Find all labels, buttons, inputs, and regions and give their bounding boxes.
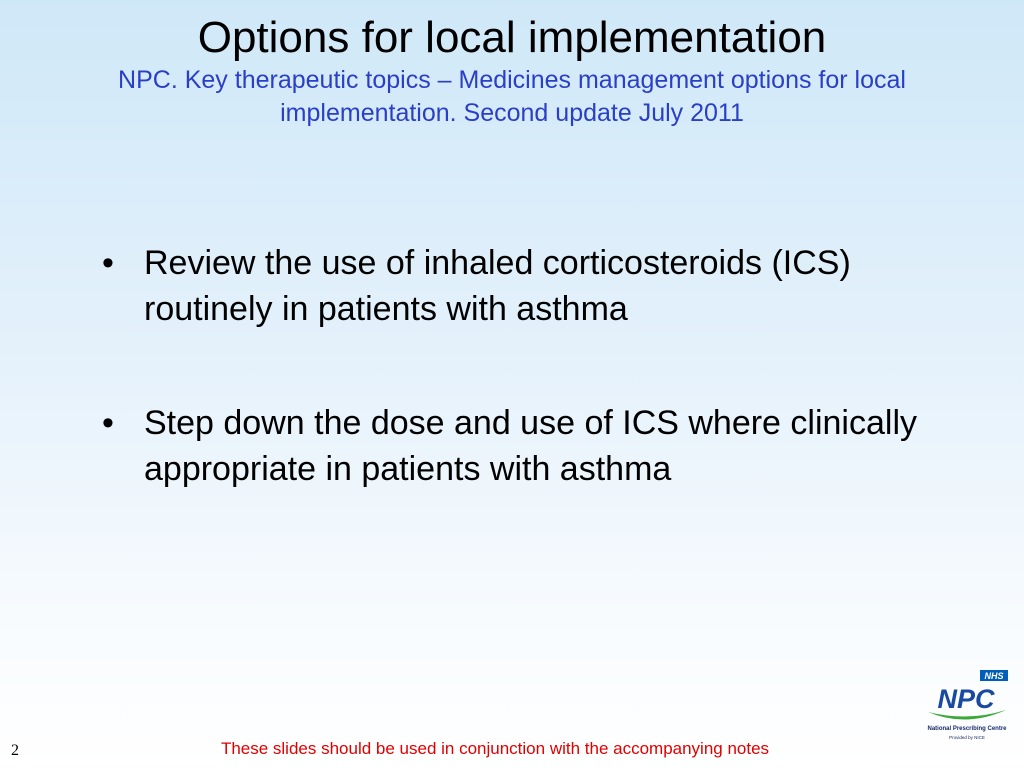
slide-number: 2 — [11, 742, 19, 759]
bullet-marker: • — [102, 244, 114, 282]
npc-tagline: Provided by NICE — [949, 735, 985, 740]
footer-note: These slides should be used in conjunction with the accompanying notes — [220, 739, 770, 758]
npc-acronym: NPC — [937, 684, 995, 714]
bullet-item — [100, 240, 940, 332]
bullet-text: Review the use of inhaled corticosteroids (ICS) routinely in patients with asthma — [144, 244, 851, 328]
npc-name: National Prescribing Centre — [927, 726, 1007, 732]
bullet-list — [100, 240, 940, 560]
slide-title: Options for local implementation — [197, 13, 827, 62]
npc-nhs-logo — [922, 668, 1012, 746]
nhs-badge-text: NHS — [984, 671, 1004, 681]
slide-subtitle: NPC. Key therapeutic topics – Medicines management options for local implementation. Second update July 2011 — [118, 66, 906, 127]
bullet-marker: • — [102, 404, 114, 442]
bullet-item — [100, 400, 940, 492]
bullet-text: Step down the dose and use of ICS where clinically appropriate in patients with asthma — [144, 404, 918, 488]
